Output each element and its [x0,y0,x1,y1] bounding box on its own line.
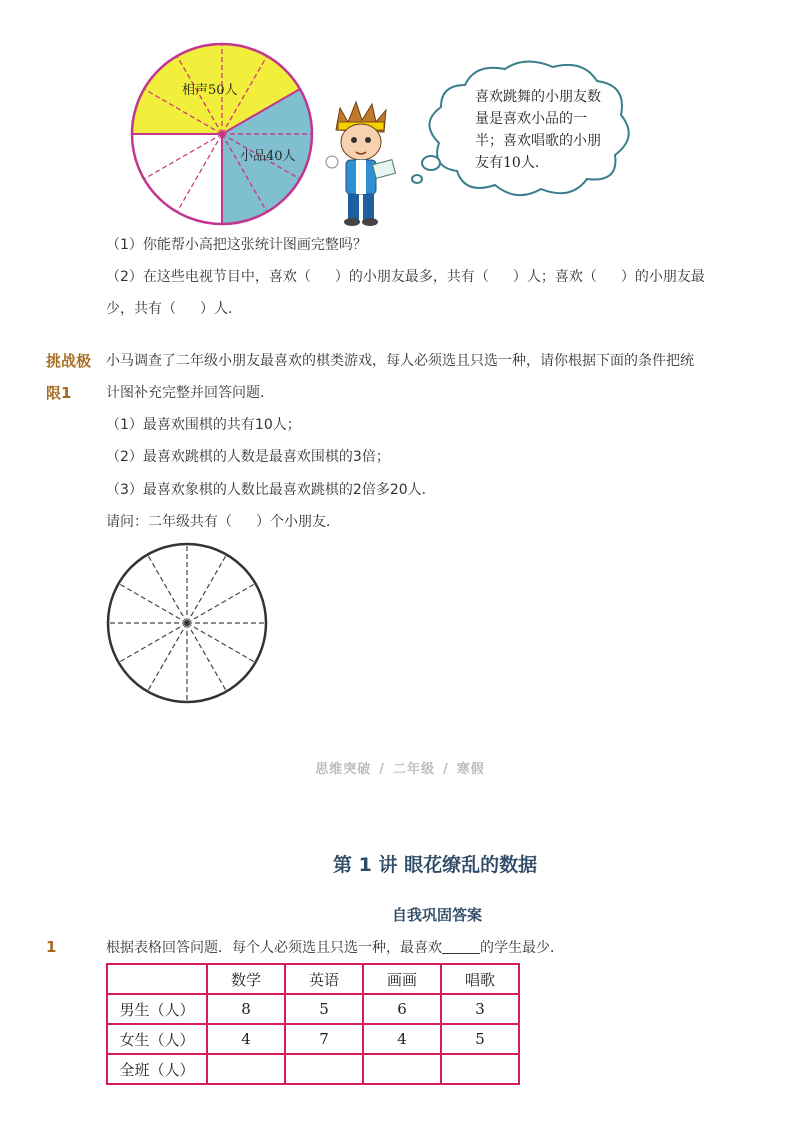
footer-part-2: 二年级 [392,762,435,777]
question-number: 1 [46,938,57,956]
table-row-label: 男生（人） [107,994,207,1024]
footer-sep-1: / [379,762,385,777]
challenge-condition-2: （2）最喜欢跳棋的人数是最喜欢围棋的3倍； [106,449,390,465]
q2-text-d: ）的小朋友最 [620,269,705,285]
q2-text-f: ）人． [200,301,242,317]
table-header-cell: 画画 [363,964,441,994]
pie-label-skit: 小品40人 [240,149,296,164]
table-cell [441,1054,519,1084]
table-cell [207,1054,285,1084]
pie-label-crosstalk: 相声50人 [182,83,238,98]
page-footer [0,758,800,777]
cartoon-boy-illustration [318,100,408,226]
table-row [107,994,519,1024]
question-1-text [106,938,564,958]
challenge-condition-3: （3）最喜欢象棋的人数比最喜欢跳棋的2倍多20人． [106,482,436,498]
table-cell: 3 [441,994,519,1024]
answers-title: 自我巩固答案 [392,906,483,924]
footer-sep-2: / [443,762,449,777]
table-header-row [107,964,519,994]
table-row-label: 全班（人） [107,1054,207,1084]
challenge-ask-b: ）个小朋友． [256,514,340,530]
table-cell: 5 [441,1024,519,1054]
challenge-ask-a: 请问：二年级共有（ [106,514,232,530]
challenge-tag-line1: 挑战极 [46,352,92,370]
program-pie-chart [122,38,322,232]
table-cell [285,1054,363,1084]
table-cell [363,1054,441,1084]
question-1-text-a: 根据表格回答问题．每个人必须选且只选一种，最喜欢 [106,940,442,956]
table-header-cell: 英语 [285,964,363,994]
table-header-cell: 唱歌 [441,964,519,994]
answer-blank [442,939,480,954]
question-2-line [106,267,705,287]
q2-text-e: 少，共有（ [106,301,176,317]
table-cell: 4 [207,1024,285,1054]
challenge-intro-1: 小马调查了二年级小朋友最喜欢的棋类游戏，每人必须选且只选一种，请你根据下面的条件把统 [106,353,694,369]
q2-text-c: ）人；喜欢（ [512,269,597,285]
table-row [107,1024,519,1054]
footer-part-3: 寒假 [456,762,485,777]
lecture-title: 第 1 讲 眼花缭乱的数据 [333,854,538,876]
question-1-text-b: 的学生最少． [480,940,564,956]
q2-text-b: ）的小朋友最多，共有（ [334,269,489,285]
table-row [107,1054,519,1084]
challenge-intro-2: 计图补充完整并回答问题． [106,385,274,401]
table-cell: 8 [207,994,285,1024]
table-cell: 6 [363,994,441,1024]
table-row-label: 女生（人） [107,1024,207,1054]
question-1-line: （1）你能帮小高把这张统计图画完整吗？ [106,237,367,253]
table-cell: 7 [285,1024,363,1054]
table-header-cell: 数学 [207,964,285,994]
challenge-condition-1: （1）最喜欢围棋的共有10人； [106,417,301,433]
challenge-tag-line2: 限1 [46,384,72,402]
footer-part-1: 思维突破 [315,762,372,777]
table-header-cell [107,964,207,994]
table-cell: 5 [285,994,363,1024]
subject-table [106,963,520,1085]
blank-pie-chart [104,540,270,706]
q2-text-a: （2）在这些电视节目中，喜欢（ [106,269,311,285]
question-2-continued [106,299,242,319]
challenge-question [106,512,340,532]
table-cell: 4 [363,1024,441,1054]
bubble-text: 喜欢跳舞的小朋友数量是喜欢小品的一半；喜欢唱歌的小朋友有10人. [475,89,601,171]
